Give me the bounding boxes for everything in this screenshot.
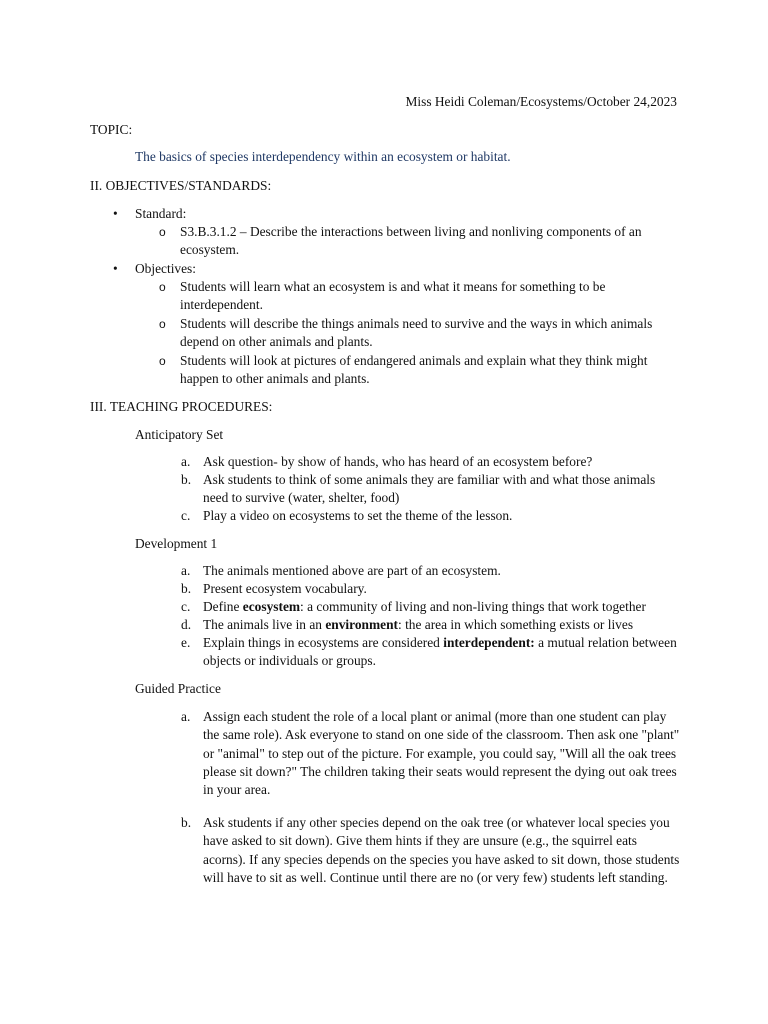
sub-bullet-marker: o [159,354,166,368]
list-item [181,814,681,887]
list-item-text: Present ecosystem vocabulary. [203,581,367,596]
objective-item [159,315,680,352]
list-item-text: Assign each student the role of a local plant or animal (more than one student can play the same role). Ask everyone to stand on one side of the classroom. Then ask one "plant" or "animal" to step out of the picture. For example, you could say, "Will all the oak trees please sit down?" The children taking their seats would represent the dying out oak trees in your area. [203,709,680,798]
standard-bullet [113,205,680,223]
list-marker: c. [181,508,191,523]
objective-item [159,278,680,315]
list-item [181,580,681,598]
sub-bullet-marker: o [159,317,166,331]
procedures-heading: III. TEACHING PROCEDURES: [90,399,273,414]
objective-text: Students will learn what an ecosystem is and what it means for something to be interdependent. [180,279,606,313]
text-run: a mutual relation between objects or individuals or groups. [203,635,677,669]
list-item-text: Ask students if any other species depend on the oak tree (or whatever local species you have asked to sit down). Give them hints if they are unsure (e.g., the squirrel eats acorns). If any species depends on the species you have asked to sit down, those students will have to sit as well. Continue until there are no (or very few) students left standing. [203,815,680,885]
list-marker: b. [181,472,192,487]
text-run: : a community of living and non-living things that work together [300,599,646,614]
list-item-text [203,617,633,632]
list-item [181,634,681,671]
list-item-text: Ask question- by show of hands, who has heard of an ecosystem before? [203,454,593,469]
list-item [181,708,681,799]
list-marker: b. [181,815,192,830]
list-marker: e. [181,635,191,650]
list-item-text: Ask students to think of some animals they are familiar with and what those animals need to survive (water, shelter, food) [203,472,656,506]
objectives-label: Objectives: [135,261,196,276]
standard-label: Standard: [135,206,187,221]
standard-item [159,223,680,260]
text-run: Define [203,599,243,614]
objective-text: Students will describe the things animals need to survive and the ways in which animals depend on other animals and plants. [180,316,653,350]
sub-bullet-marker: o [159,225,166,239]
objective-text: Students will look at pictures of endangered animals and explain what they think might happen to other animals and plants. [180,353,648,387]
anticipatory-title: Anticipatory Set [135,427,224,442]
sub-bullet-marker: o [159,280,166,294]
list-marker: a. [181,454,191,469]
vocab-term: interdependent: [443,635,535,650]
text-run: Explain things in ecosystems are considered [203,635,444,650]
list-marker: d. [181,617,192,632]
list-item [181,562,681,580]
list-item [181,471,681,508]
vocab-term: environment [325,617,398,632]
list-item-text: The animals mentioned above are part of an ecosystem. [203,563,501,578]
vocab-term: ecosystem [242,599,301,614]
list-item [181,616,681,634]
list-marker: b. [181,581,192,596]
list-marker: c. [181,599,191,614]
guided-title: Guided Practice [135,681,221,696]
bullet-marker: • [113,206,118,221]
list-item [181,598,681,616]
list-item-text: Play a video on ecosystems to set the theme of the lesson. [203,508,513,523]
list-item-text [203,635,677,668]
text-run: The animals live in an [203,617,326,632]
text-run: : the area in which something exists or lives [398,617,634,632]
topic-label: TOPIC: [90,122,133,137]
list-item [181,507,681,525]
objectives-bullet [113,260,680,278]
topic-text: The basics of species interdependency within an ecosystem or habitat. [135,149,511,164]
list-marker: a. [181,563,191,578]
objective-item [159,352,680,389]
development-title: Development 1 [135,536,218,551]
list-marker: a. [181,709,191,724]
document-header: Miss Heidi Coleman/Ecosystems/October 24,2023 [405,94,677,109]
bullet-marker: • [113,261,118,276]
objectives-heading: II. OBJECTIVES/STANDARDS: [90,178,272,193]
list-item-text [203,599,646,614]
standard-text: S3.B.3.1.2 – Describe the interactions between living and nonliving components of an ecosystem. [180,224,642,258]
list-item [181,453,681,471]
